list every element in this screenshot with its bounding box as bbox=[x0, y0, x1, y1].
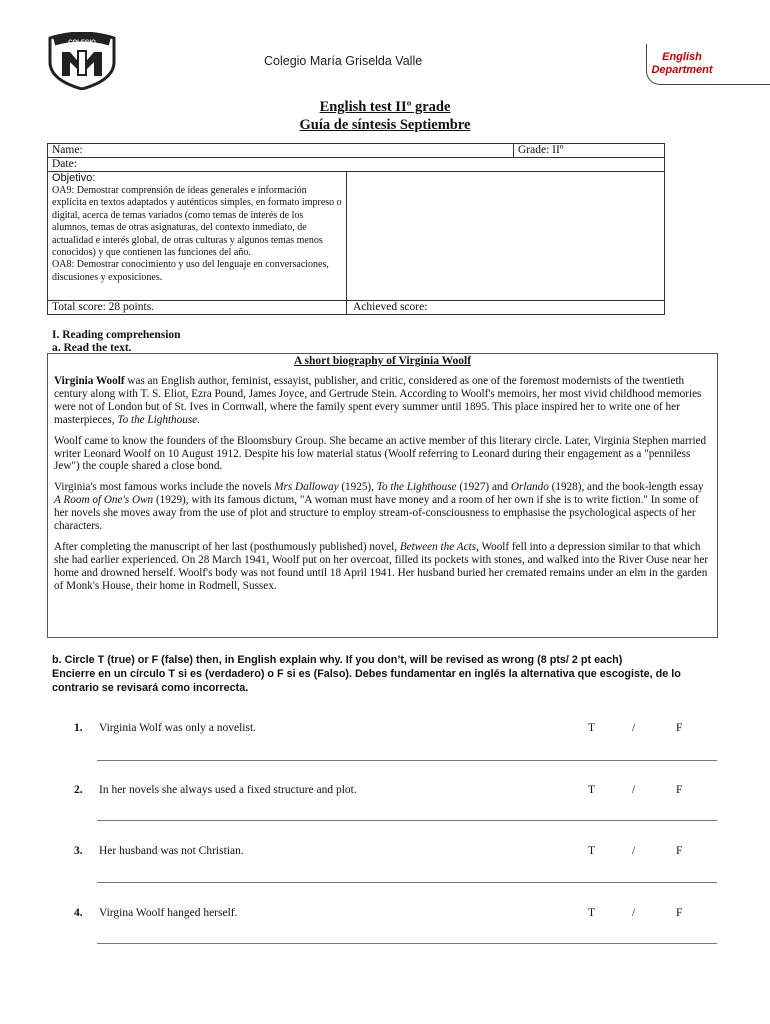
date-label: Date: bbox=[52, 158, 77, 170]
test-titles bbox=[0, 98, 770, 134]
option-separator: / bbox=[632, 722, 636, 734]
name-label: Name: bbox=[52, 144, 83, 156]
objective-cell bbox=[48, 172, 347, 301]
instructions-spanish: Encierre en un círculo T si es (verdadero) o F si es (Falso). Debes fundamentar en inglés la alternativa que escogiste, de lo contrario se revisará como incorrecta. bbox=[52, 668, 681, 694]
p4-b: , Woolf fell into a depression similar to that which she had earlier experienced. On 28 March 1941, Woolf put on her overcoat, filled its pockets with stones, and walked into the River Ouse near her home and drowned herself. Woolf's body was not found until 18 April 1941. Her husband buried her cremated remains under an elm in the garden of Monk's House, their home in Rodmell, Sussex. bbox=[54, 540, 709, 592]
reading-paragraph-2: Woolf came to know the founders of the Bloomsbury Group. She became an active member of this literary circle. Later, Virginia Stephen married writer Leonard Woolf on 10 August 1912. Despite his low material status (Woolf referring to Leonard during their engagement as a "penniless Jew") the couple shared a close bond. bbox=[54, 434, 707, 473]
p3-b: (1925), bbox=[338, 481, 377, 494]
question-number: 4. bbox=[74, 907, 83, 919]
p3-e: (1929), with its famous dictum, "A woman must have money and a room of her own if she is to write fiction." In some of her novels she moves away from the use of plot and structure to employ stream-of-consciousness to emphasise the psychological aspects of her characters. bbox=[54, 494, 699, 533]
name-cell bbox=[48, 144, 514, 158]
p3-d: (1928), and the book-length essay bbox=[548, 481, 704, 494]
p3-w4: A Room of One's Own bbox=[54, 494, 154, 507]
instructions-english: b. Circle T (true) or F (false) then, in English explain why. If you don’t, will be revised as wrong (8 pts/ 2 pt each) bbox=[52, 654, 623, 666]
p3-a: Virginia's most famous works include the novels bbox=[54, 481, 275, 494]
answer-line[interactable] bbox=[97, 943, 717, 944]
false-option[interactable]: F bbox=[676, 845, 683, 857]
false-option[interactable]: F bbox=[676, 722, 683, 734]
reading-title: A short biography of Virginia Woolf bbox=[293, 355, 472, 367]
p3-w1: Mrs Dalloway bbox=[274, 481, 339, 494]
test-subtitle: Guía de síntesis Septiembre bbox=[299, 117, 471, 133]
answer-line[interactable] bbox=[97, 760, 717, 761]
question-number: 2. bbox=[74, 784, 83, 796]
p1-text: was an English author, feminist, essayist, publisher, and critic, considered as one of the foremost modernists of the twentieth century along with T. S. Eliot, Ezra Pound, James Joyce, and Gertrude Stein. According to Woolf's memoirs, her most vivid childhood memories were not of London but of St. Ives in Cornwall, where the family spent every summer until 1895. This place inspired her to write one of her masterpieces, bbox=[54, 375, 702, 426]
p3-c: (1927) and bbox=[456, 481, 511, 494]
grade-label: Grade: IIº bbox=[518, 144, 564, 156]
option-separator: / bbox=[632, 784, 636, 796]
objective-blank-cell bbox=[347, 172, 665, 301]
question-text: Virginia Wolf was only a novelist. bbox=[99, 722, 257, 734]
reading-paragraph-4 bbox=[54, 541, 711, 593]
student-info-table bbox=[47, 143, 665, 315]
p1-work: To the Lighthouse bbox=[117, 413, 198, 426]
reading-paragraph-1 bbox=[54, 375, 711, 427]
objective-label: Objetivo: bbox=[52, 172, 96, 184]
p4-a: After completing the manuscript of her last (posthumously published) novel, bbox=[54, 540, 400, 553]
option-separator: / bbox=[632, 845, 636, 857]
section-subtitle: a. Read the text. bbox=[52, 342, 132, 354]
true-option[interactable]: T bbox=[588, 722, 596, 734]
answer-line[interactable] bbox=[97, 882, 717, 883]
section-heading bbox=[52, 329, 181, 355]
achieved-score-cell bbox=[347, 301, 665, 315]
question-number: 3. bbox=[74, 845, 83, 857]
total-score-cell bbox=[48, 301, 347, 315]
reading-text-box bbox=[47, 353, 718, 638]
section-title: I. Reading comprehension bbox=[52, 329, 181, 341]
page-header bbox=[0, 0, 770, 95]
true-false-instructions bbox=[52, 653, 712, 695]
total-score: Total score: 28 points. bbox=[52, 301, 155, 313]
school-crest-logo bbox=[44, 32, 120, 90]
false-option[interactable]: F bbox=[676, 907, 683, 919]
question-text: Virgina Woolf hanged herself. bbox=[99, 907, 238, 919]
p4-w1: Between the Acts bbox=[399, 540, 477, 553]
option-separator: / bbox=[632, 907, 636, 919]
school-name: Colegio María Griselda Valle bbox=[264, 54, 423, 68]
true-option[interactable]: T bbox=[588, 784, 596, 796]
p3-w2: To the Lighthouse bbox=[376, 481, 457, 494]
true-option[interactable]: T bbox=[588, 845, 596, 857]
p1-name: Virginia Woolf bbox=[54, 375, 125, 387]
p3-w3: Orlando bbox=[510, 481, 549, 494]
objective-oa8: OA8: Demostrar conocimiento y uso del lenguaje en conversaciones, discusiones y exposiciones. bbox=[52, 259, 329, 283]
department-label: English Department bbox=[651, 51, 713, 76]
p1-end: . bbox=[197, 413, 200, 426]
answer-line[interactable] bbox=[97, 820, 717, 821]
false-option[interactable]: F bbox=[676, 784, 683, 796]
department-box bbox=[646, 44, 770, 85]
question-text: In her novels she always used a fixed structure and plot. bbox=[99, 784, 357, 796]
logo-text: COLEGIO bbox=[68, 40, 96, 46]
date-cell bbox=[48, 158, 665, 172]
test-title: English test IIº grade bbox=[319, 99, 451, 115]
grade-cell bbox=[514, 144, 665, 158]
objective-oa9: OA9: Demostrar comprensión de ideas generales e información explícita en textos adaptados y auténticos simples, en formato impreso o digital, acerca de temas variados (como temas de interés de los alumnos, temas de otras asignaturas, del contexto inmediato, de actualidad e interés global, de otras culturas y algunos temas menos conocidos) y que contienen las funciones del año. bbox=[52, 185, 342, 259]
reading-paragraph-3 bbox=[54, 481, 711, 533]
question-number: 1. bbox=[74, 722, 83, 734]
achieved-score-label: Achieved score: bbox=[353, 301, 428, 313]
true-option[interactable]: T bbox=[588, 907, 596, 919]
question-text: Her husband was not Christian. bbox=[99, 845, 244, 857]
